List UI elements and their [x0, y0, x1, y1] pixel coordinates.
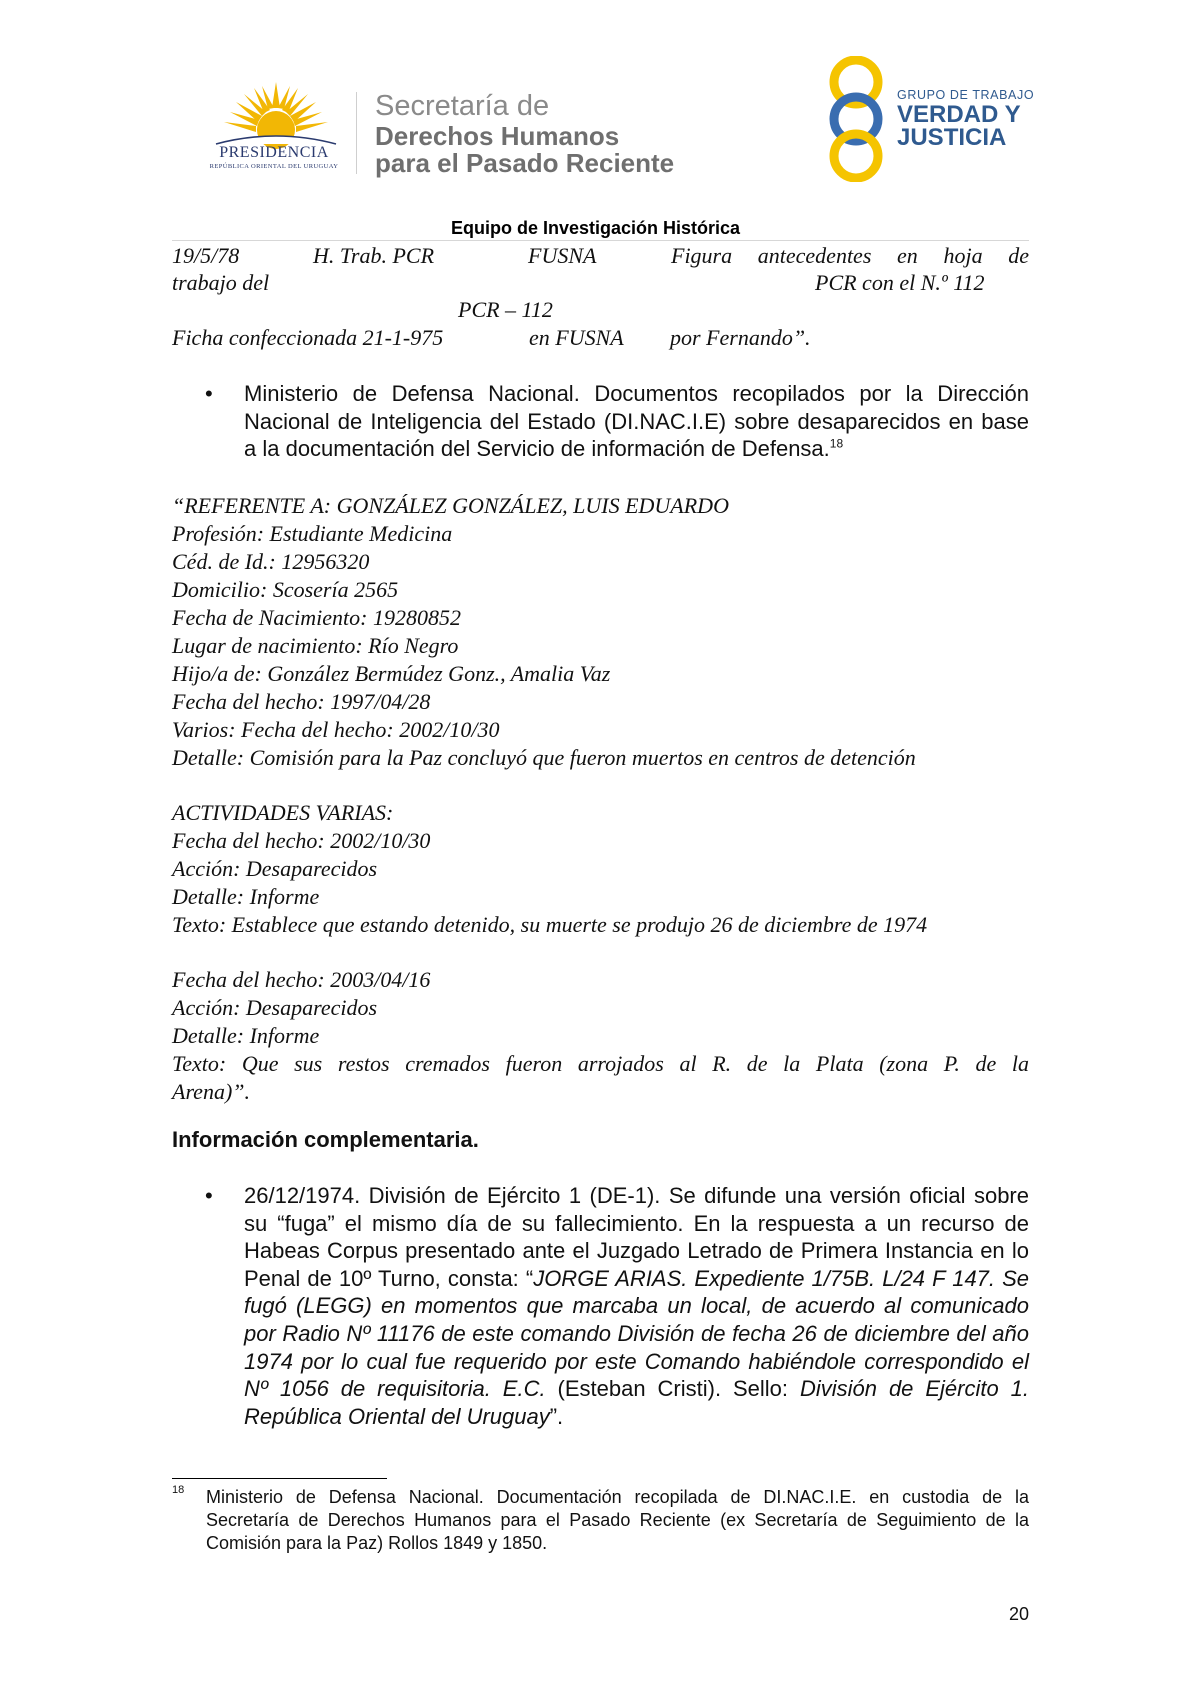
presidencia-label: PRESIDENCIA: [219, 144, 329, 161]
team-title: Equipo de Investigación Histórica: [450, 218, 741, 238]
bullet-marker: •: [205, 381, 213, 406]
verdad-label: VERDAD Y: [897, 101, 1021, 128]
footnote-number: 18: [172, 1484, 185, 1496]
bullet-2-text: [244, 1182, 1029, 1430]
secretaria-line-2: Derechos Humanos: [375, 121, 620, 151]
actividades-line: Detalle: Informe: [172, 1023, 320, 1048]
header-rule: [172, 240, 1029, 241]
actividades-line: Acción: Desaparecidos: [172, 856, 378, 881]
actividades-title: ACTIVIDADES VARIAS:: [172, 800, 394, 825]
bullet-2-quote: JORGE ARIAS. Expediente 1/75B. L/24 F 147. Se fugó (LEGG) en momentos que marcaba un local, de acuerdo al comunicado por Radio Nº 11176 de este comando División de fecha 26 de diciembre del año 1974 por lo cual fue requerido por este Comando habiéndole correspondido el Nº 1056 de requisitoria. E.C.: [244, 1265, 1029, 1402]
record-note: Figura antecedentes en hoja de: [671, 243, 1029, 268]
secretaria-line-1: Secretaría de: [375, 90, 550, 122]
bullet-1-body: Ministerio de Defensa Nacional. Documentos recopilados por la Dirección Nacional de Inteligencia del Estado (DI.NAC.I.E) sobre desaparecidos en base a la documentación del Servicio de información de Defensa.: [244, 381, 1029, 462]
dossier-line: Varios: Fecha del hecho: 2002/10/30: [172, 717, 500, 742]
justicia-label: JUSTICIA: [897, 124, 1007, 151]
bullet-2-seal: División de Ejército 1. República Oriental del Uruguay: [244, 1376, 1029, 1429]
actividades-line: Texto: Establece que estando detenido, su muerte se produjo 26 de diciembre de 1974: [172, 912, 928, 937]
record-row3-center: PCR – 112: [458, 297, 553, 322]
bullet-marker: •: [205, 1183, 213, 1208]
record-date: 19/5/78: [172, 243, 240, 268]
dossier-line: Domicilio: Scosería 2565: [172, 577, 399, 602]
record-row4-left: Ficha confeccionada 21-1-975: [172, 325, 444, 350]
dossier-line: “REFERENTE A: GONZÁLEZ GONZÁLEZ, LUIS EDUARDO: [172, 493, 729, 518]
record-row4-right: por Fernando”.: [670, 325, 811, 350]
footnote-body: Ministerio de Defensa Nacional. Documentación recopilada de DI.NAC.I.E. en custodia de la Secretaría de Derechos Humanos para el Pasado Reciente (ex Secretaría de Seguimiento de la Comisión para la Paz) Rollos 1849 y 1850.: [206, 1487, 1029, 1553]
section-heading: Información complementaria.: [172, 1127, 479, 1152]
bullet-2-middle: (Esteban Cristi). Sello:: [545, 1376, 800, 1402]
dossier-line: Fecha del hecho: 1997/04/28: [172, 689, 431, 714]
dossier-line: Hijo/a de: González Bermúdez Gonz., Amalia Vaz: [172, 661, 611, 686]
bullet-2-closing: ”.: [549, 1403, 564, 1429]
actividades-line: Fecha del hecho: 2002/10/30: [172, 828, 431, 853]
secretaria-line-3: para el Pasado Reciente: [375, 148, 675, 178]
header-divider: [356, 92, 357, 174]
record-row2-right: PCR con el N.º 112: [815, 270, 985, 295]
record-org: FUSNA: [528, 243, 597, 268]
actividades-line: Fecha del hecho: 2003/04/16: [172, 967, 431, 992]
dossier-line: Lugar de nacimiento: Río Negro: [172, 633, 459, 658]
actividades-texto: Texto: Que sus restos cremados fueron arrojados al R. de la Plata (zona P. de la: [172, 1051, 1029, 1076]
grupo-trabajo-label: GRUPO DE TRABAJO: [897, 88, 1035, 102]
footnote-text: [206, 1486, 1029, 1555]
presidencia-sublabel: REPÚBLICA ORIENTAL DEL URUGUAY: [209, 163, 339, 170]
record-row4-mid: en FUSNA: [529, 325, 624, 350]
dossier-line: Detalle: Comisión para la Paz concluyó que fueron muertos en centros de detención: [172, 745, 916, 770]
bullet-2-intro: 26/12/1974. División de Ejército 1 (DE-1). Se difunde una versión oficial sobre su “fuga” el mismo día de su fallecimiento. En la respuesta a un recurso de Habeas Corpus presentado ante el Juzgado Letrado de Primera Instancia en lo Penal de 10º Turno, consta: “: [244, 1183, 1029, 1291]
dossier-line: Profesión: Estudiante Medicina: [172, 521, 453, 546]
record-row2-left: trabajo del: [172, 270, 270, 295]
actividades-line: Detalle: Informe: [172, 884, 320, 909]
actividades-line: Acción: Desaparecidos: [172, 995, 378, 1020]
dossier-line: Céd. de Id.: 12956320: [172, 549, 370, 574]
actividades-texto-end: Arena)”.: [172, 1079, 251, 1104]
footnote-rule: [172, 1478, 387, 1479]
dossier-line: Fecha de Nacimiento: 19280852: [172, 605, 461, 630]
verdad-justicia-rings-logo: [822, 56, 890, 182]
page-number: 20: [1008, 1604, 1029, 1624]
bullet-1-text: [244, 380, 1029, 463]
footnote-ref: 18: [829, 436, 844, 451]
record-doc: H. Trab. PCR: [313, 243, 435, 268]
